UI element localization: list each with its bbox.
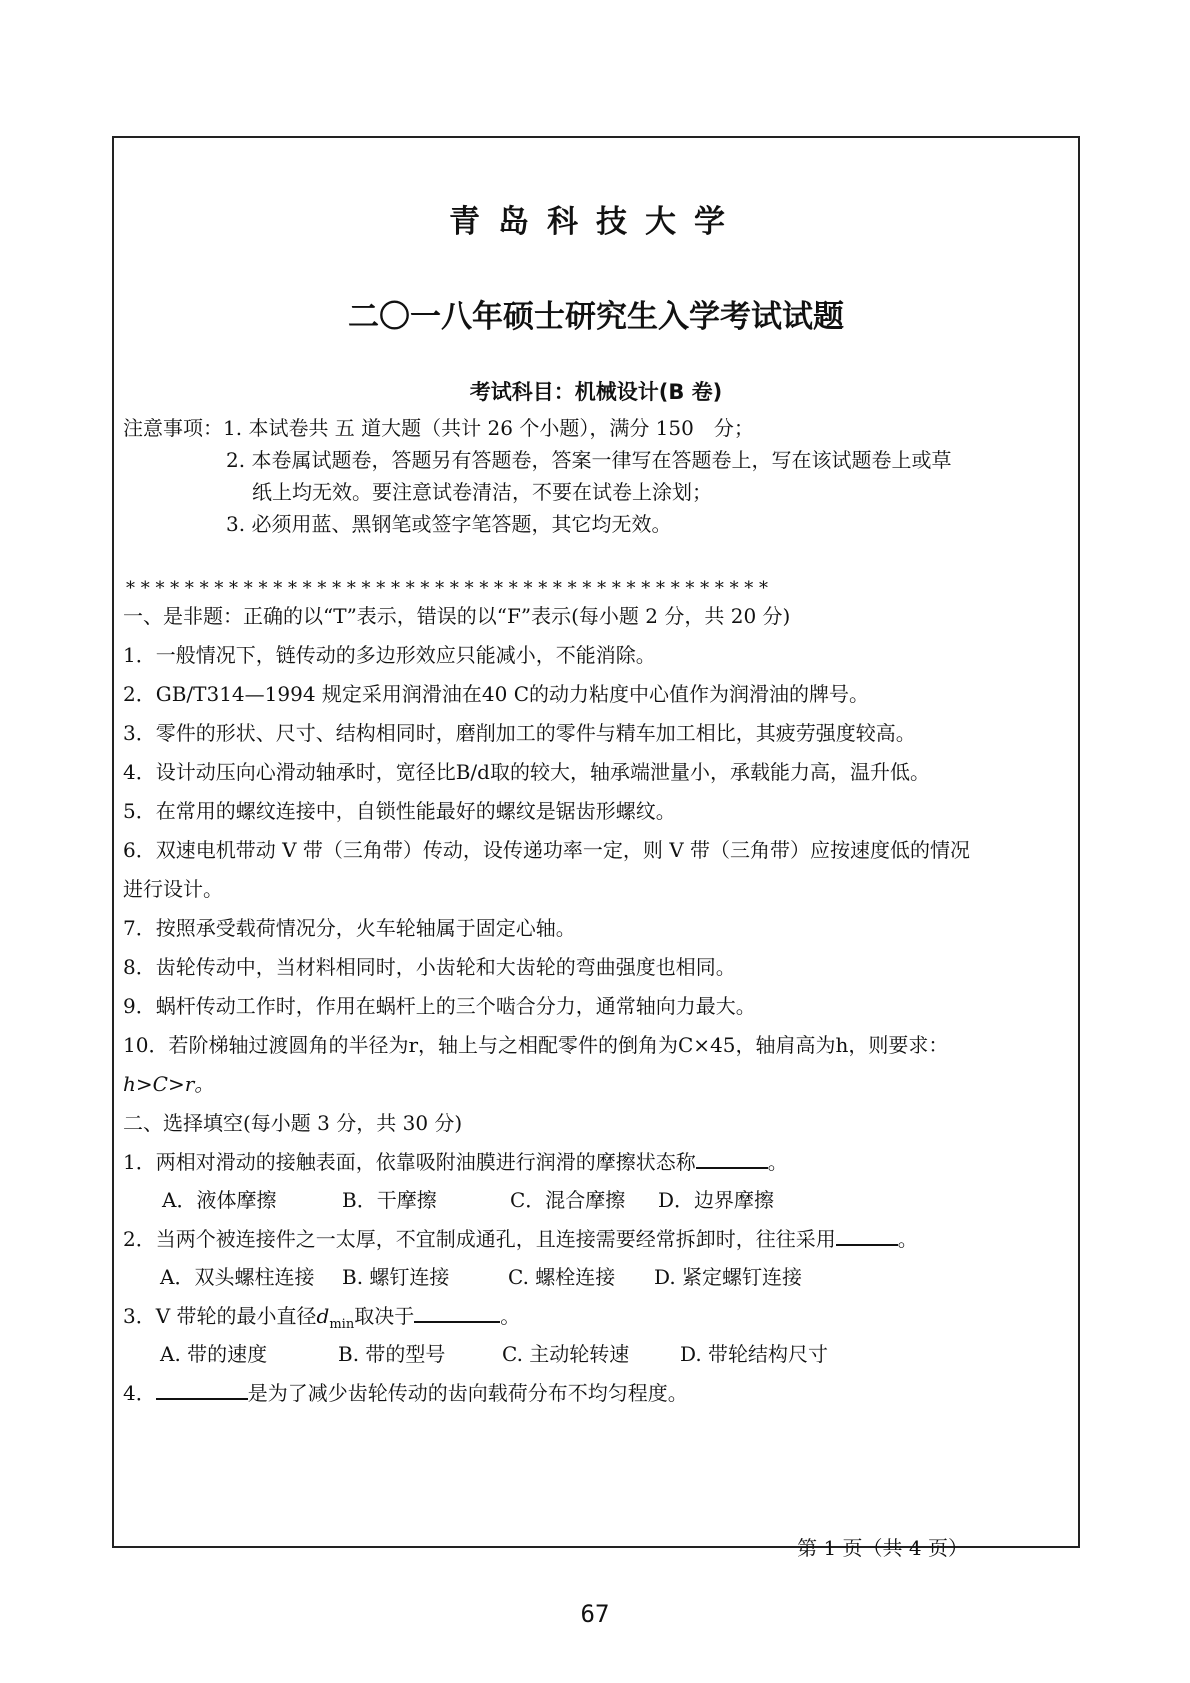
s1-question-4: 4．设计动压向心滑动轴承时，宽径比B/d取的较大，轴承端泄量小，承载能力高，温升低。 — [123, 760, 930, 784]
s2-q2-option-c: C. 螺栓连接 — [508, 1265, 616, 1289]
s2-q2-text: 2．当两个被连接件之一太厚，不宜制成通孔，且连接需要经常拆卸时，往往采用 — [123, 1227, 836, 1251]
s2-q1-option-a: A．液体摩擦 — [162, 1188, 277, 1212]
s2-q1-option-d: D．边界摩擦 — [658, 1188, 775, 1212]
s1-question-5: 5．在常用的螺纹连接中，自锁性能最好的螺纹是锯齿形螺纹。 — [123, 799, 676, 823]
s2-q3-var: d — [316, 1304, 330, 1328]
section1-heading: 一、是非题：正确的以“T”表示，错误的以“F”表示(每小题 2 分，共 20 分) — [123, 604, 791, 628]
separator-stars: * * * * * * * * * * * * * * * * * * * * * * * * * * * * * * * * * * * * * * * * * * * * — [126, 578, 769, 599]
s2-q2-end: 。 — [897, 1227, 918, 1251]
s2-q1-option-b: B．干摩擦 — [342, 1188, 437, 1212]
s1-question-3: 3．零件的形状、尺寸、结构相同时，磨削加工的零件与精车加工相比，其疲劳强度较高。 — [123, 721, 916, 745]
s2-q3-end: 。 — [500, 1304, 521, 1328]
note-3: 3. 必须用蓝、黑钢笔或签字笔答题，其它均无效。 — [226, 512, 672, 536]
s1-question-10b: h>C>r。 — [123, 1072, 215, 1096]
s2-q3-option-a: A. 带的速度 — [160, 1342, 268, 1366]
section2-heading: 二、选择填空(每小题 3 分，共 30 分) — [123, 1111, 463, 1135]
notes-line-1 — [123, 412, 754, 441]
s2-q3-sub: min — [329, 1317, 355, 1332]
s1-question-7: 7．按照承受载荷情况分，火车轮轴属于固定心轴。 — [123, 916, 576, 940]
answer-blank[interactable] — [156, 1378, 248, 1400]
s2-q2-option-b: B. 螺钉连接 — [342, 1265, 450, 1289]
s2-question-2 — [123, 1223, 918, 1252]
s2-q3-option-d: D. 带轮结构尺寸 — [680, 1342, 829, 1366]
s1-question-1: 1．一般情况下，链传动的多边形效应只能减小，不能消除。 — [123, 643, 656, 667]
s1-question-9: 9．蜗杆传动工作时，作用在蜗杆上的三个啮合分力，通常轴向力最大。 — [123, 994, 756, 1018]
s2-q4-post: 是为了减少齿轮传动的齿向载荷分布不均匀程度。 — [247, 1381, 688, 1405]
s1-question-6b: 进行设计。 — [123, 877, 223, 901]
exam-frame — [112, 136, 1080, 1560]
s2-q1-option-c: C．混合摩擦 — [510, 1188, 626, 1212]
note-2b: 纸上均无效。要注意试卷清洁，不要在试卷上涂划； — [252, 480, 712, 504]
university-name: 青岛科技大学 — [449, 204, 743, 240]
exam-subject: 考试科目：机械设计(B 卷) — [469, 380, 723, 404]
s2-q2-option-d: D. 紧定螺钉连接 — [654, 1265, 803, 1289]
s2-q3-option-c: C. 主动轮转速 — [502, 1342, 630, 1366]
notes-lead: 注意事项： — [123, 416, 223, 440]
exam-title: 二〇一八年硕士研究生入学考试试题 — [348, 299, 844, 335]
s2-q3-post: 取决于 — [354, 1304, 415, 1328]
answer-blank[interactable] — [836, 1224, 898, 1246]
s1-question-6a: 6．双速电机带动 V 带（三角带）传动，设传递功率一定，则 V 带（三角带）应按速度低的情况 — [123, 838, 971, 862]
s2-q2-option-a: A．双头螺柱连接 — [160, 1265, 315, 1289]
s2-q4-pre: 4． — [123, 1381, 156, 1405]
s2-question-3 — [123, 1300, 520, 1332]
answer-blank[interactable] — [696, 1147, 768, 1169]
s2-q1-text: 1．两相对滑动的接触表面，依靠吸附油膜进行润滑的摩擦状态称 — [123, 1150, 696, 1174]
answer-blank[interactable] — [414, 1301, 500, 1323]
s1-question-2: 2．GB/T314—1994 规定采用润滑油在40 C的动力粘度中心值作为润滑油的牌号。 — [123, 682, 870, 706]
page-info: 第 1 页（共 4 页） — [797, 1536, 968, 1560]
s2-q3-pre: 3．V 带轮的最小直径 — [123, 1304, 317, 1328]
s2-question-4 — [123, 1377, 688, 1406]
note-1: 1. 本试卷共 五 道大题（共计 26 个小题），满分 150 分； — [223, 416, 754, 440]
s2-q3-option-b: B. 带的型号 — [338, 1342, 446, 1366]
page-number: 67 — [580, 1600, 610, 1628]
s1-question-8: 8．齿轮传动中，当材料相同时，小齿轮和大齿轮的弯曲强度也相同。 — [123, 955, 736, 979]
s1-question-10a: 10．若阶梯轴过渡圆角的半径为r，轴上与之相配零件的倒角为C×45，轴肩高为h，则要求： — [123, 1033, 949, 1057]
s2-q1-end: 。 — [767, 1150, 788, 1174]
note-2a: 2. 本卷属试题卷，答题另有答题卷，答案一律写在答题卷上，写在该试题卷上或草 — [226, 448, 952, 472]
s2-question-1 — [123, 1146, 788, 1175]
